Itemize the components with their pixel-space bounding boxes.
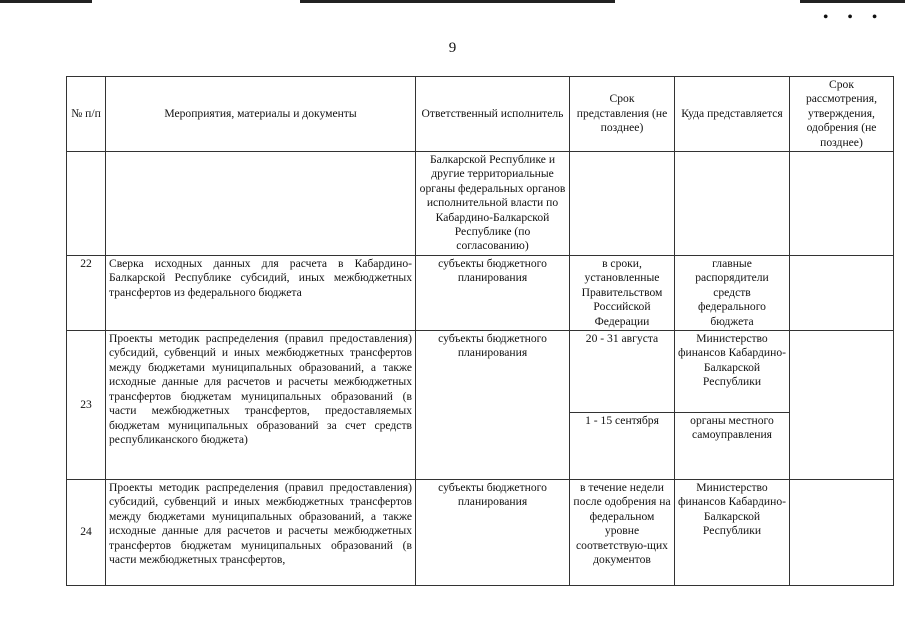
row-deadline: в течение недели после одобрения на федеральном уровне соответствую-щих документов xyxy=(570,480,675,586)
row-num xyxy=(67,152,106,256)
row-executor: Балкарской Республике и другие территориальные органы федеральных органов исполнительной власти по Кабардино-Балкарской Республике (по согласованию) xyxy=(416,152,570,256)
row-recipient: Министерство финансов Кабардино-Балкарской Республики xyxy=(675,331,790,413)
row-recipient: Министерство финансов Кабардино-Балкарской Республики xyxy=(675,480,790,586)
row-review xyxy=(790,152,894,256)
row-deadline-2: 1 - 15 сентября xyxy=(570,413,675,480)
row-review xyxy=(790,331,894,413)
row-num: 23 xyxy=(67,331,106,480)
row-executor: субъекты бюджетного планирования xyxy=(416,331,570,413)
page-number: 9 xyxy=(448,40,457,56)
header-executor: Ответственный исполнитель xyxy=(416,77,570,152)
row-review xyxy=(790,256,894,331)
row-activity: Проекты методик распределения (правил предоставления) субсидий, субвенций и иных межбюджетных трансфертов между бюджетами муниципальных образований, а также исходные данные для расчетов и расчеты межбюджетных трансфертов бюджетам муниципальных образований (в части межбюджетных трансфертов, предоставляемых бюджетам муниципальных образований за счет средств республиканского бюджета) xyxy=(106,331,416,480)
table-row-24 xyxy=(67,480,894,586)
row-activity xyxy=(106,152,416,256)
header-deadline: Срок представления (не позднее) xyxy=(570,77,675,152)
row-recipient-2: органы местного самоуправления xyxy=(675,413,790,480)
row-executor: субъекты бюджетного планирования xyxy=(416,480,570,586)
header-activity: Мероприятия, материалы и документы xyxy=(106,77,416,152)
row-recipient xyxy=(675,152,790,256)
row-activity: Сверка исходных данных для расчета в Кабардино-Балкарской Республике субсидий, иных межбюджетных трансфертов из федерального бюджета xyxy=(106,256,416,331)
row-deadline: в сроки, установленные Правительством Российской Федерации xyxy=(570,256,675,331)
row-activity: Проекты методик распределения (правил предоставления) субсидий, субвенций и иных межбюджетных трансфертов между бюджетами муниципальных образований, а также исходные данные для расчетов и расчеты межбюджетных трансфертов бюджетам муниципальных образований (в части межбюджетных трансфертов, xyxy=(106,480,416,586)
row-executor-empty xyxy=(416,413,570,480)
row-recipient: главные распорядители средств федерального бюджета xyxy=(675,256,790,331)
scan-artifact-top xyxy=(0,0,905,6)
row-num: 24 xyxy=(67,480,106,586)
row-deadline xyxy=(570,152,675,256)
table-header-row xyxy=(67,77,894,152)
header-review: Срок рассмотрения, утверждения, одобрения (не позднее) xyxy=(790,77,894,152)
row-review xyxy=(790,480,894,586)
table-row-22 xyxy=(67,256,894,331)
table-row-23 xyxy=(67,331,894,413)
corner-marks: • • • xyxy=(823,10,885,25)
budget-schedule-table xyxy=(66,76,894,586)
table-row-continuation xyxy=(67,152,894,256)
row-review-empty xyxy=(790,413,894,480)
row-deadline: 20 - 31 августа xyxy=(570,331,675,413)
header-recipient: Куда представляется xyxy=(675,77,790,152)
header-num: № п/п xyxy=(67,77,106,152)
row-executor: субъекты бюджетного планирования xyxy=(416,256,570,331)
row-num: 22 xyxy=(67,256,106,331)
